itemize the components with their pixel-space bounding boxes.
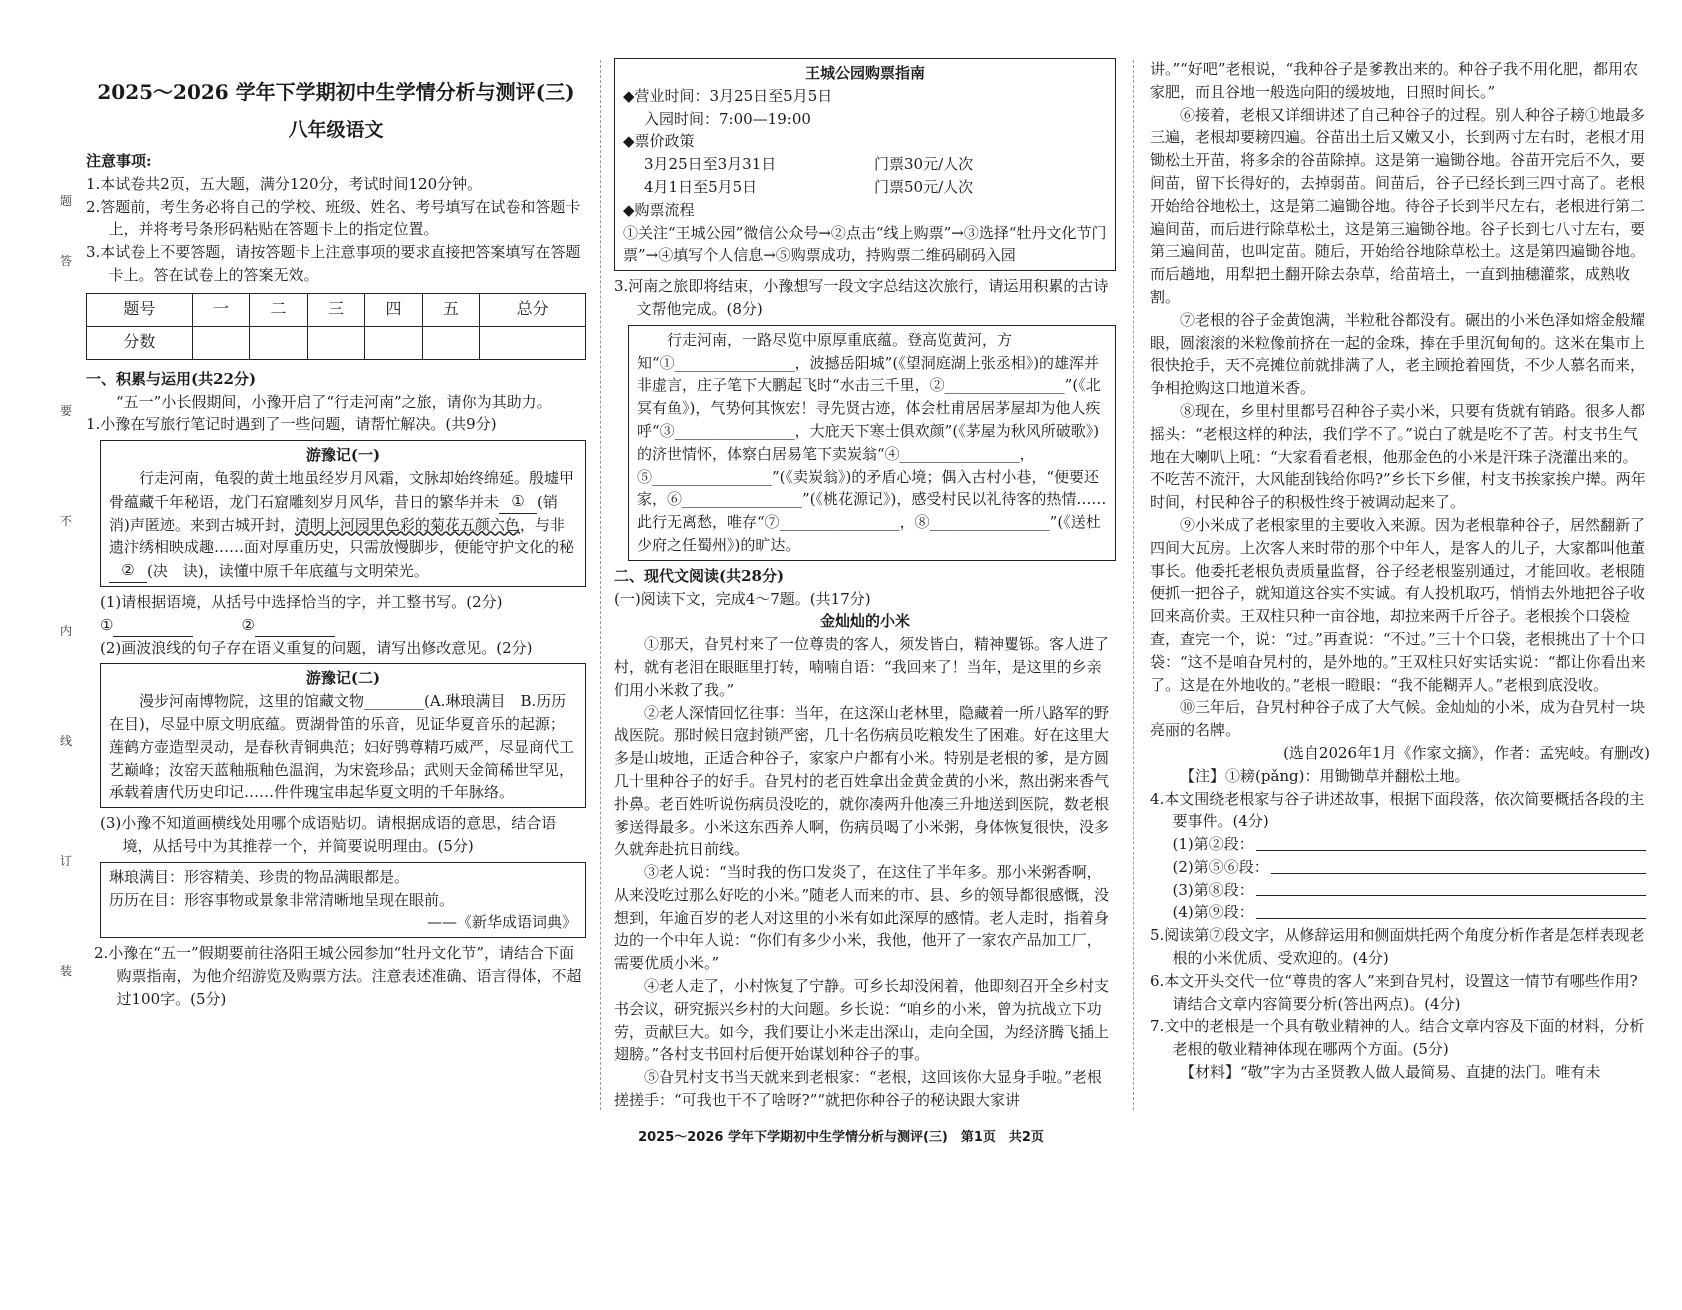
question-5: 5.阅读第⑦段文字，从修辞运用和侧面烘托两个角度分析作者是怎样表现老根的小米优质、受欢迎的。(4分) [1150, 926, 1645, 968]
ticket-hours: ◆营业时间：3月25日至5月5日 [623, 86, 833, 105]
note-text: (销 消)声匿迹。来到古城开封， [109, 492, 573, 534]
gutter-char: 装 [60, 964, 73, 978]
note-text: ，与非遗汴绣相映成趣……面对厚重历史，只需放慢脚步，便能守护文化的秘 [109, 515, 575, 557]
column-divider [600, 60, 601, 1110]
travel-note-2-text: 漫步河南博物院，这里的馆藏文物________(A.琳琅满目 B.历历在目)，尽显中原文明底蕴。贾湖骨笛的乐音，见证华夏音乐的起源；莲鹤方壶造型灵动，是春秋青铜典范；妇好鸮尊精巧威严，尽显商代工艺巅峰；汝窑天蓝釉瓶釉色温润，为宋瓷珍品；武则天金简稀世罕见，承载着唐代历史印记……件件瑰宝串起华夏文明的千年脉络。 [109, 692, 575, 802]
question-2: 2.小豫在“五一”假期要前往洛阳王城公园参加“牡丹文化节”，请结合下面购票指南，为他介绍游览及购票方法。注意表述准确、语言得体，不超过100字。(5分) [94, 944, 582, 1008]
ticket-guide-title: 王城公园购票指南 [804, 64, 925, 82]
score-table [86, 293, 586, 360]
column-left [86, 58, 586, 1011]
column-right [1150, 58, 1650, 1084]
price-row [623, 153, 1107, 176]
poem-fill-box [628, 325, 1116, 561]
travel-note-2-title: 游豫记(二) [305, 669, 381, 688]
notice-item: 1.本试卷共2页，五大题，满分120分，考试时间120分钟。 [86, 174, 483, 193]
story-paragraph: ⑨小米成了老根家里的主要收入来源。因为老根靠种谷子，居然翻新了四间大瓦房。上次客人来时带的那个中年人，是客人的儿子，大家都叫他董事长。他委托老根负责质量监督，谷子经老根鉴别通过，才能回收。老根随便抓一把谷子，就知道这谷实不实诚。有人投机取巧，悄悄去外地把谷子收回来高价卖。王双柱只种一亩谷地，却拉来两千斤谷子。老根挨个口袋检查，查完一个，说：“过。”再查说：“不过。”三十个口袋，老根挑出了十个口袋：“这不是咱旮旯村的，是外地的。”王双柱只好实话实说：“都让你看出来了。这是在外地收的。”老根一瞪眼：“我不能糊弄人。”老根到底没收。 [1150, 515, 1646, 694]
exam-subject: 八年级语文 [288, 119, 384, 141]
gutter-char: 内 [60, 624, 73, 638]
answer-line [1271, 856, 1646, 874]
gutter-char: 不 [60, 514, 73, 528]
q4-item-label: (3)第⑧段： [1172, 880, 1254, 899]
column-middle [614, 58, 1116, 1112]
blank-label: ② [241, 615, 255, 634]
ticket-process: ①关注“王城公园”微信公众号→②点击“线上购票”→③选择“牡丹文化节门票”→④填写个人信息→⑤购票成功，持购票二维码刷码入园 [623, 223, 1107, 265]
story-source: (选自2026年1月《作家文摘》，作者：孟宪岐。有删改) [1283, 743, 1650, 762]
ticket-price-label: ◆票价政策 [623, 132, 695, 151]
question-1-1: (1)请根据语境，从括号中选择恰当的字，并工整书写。(2分) [100, 592, 503, 611]
story-paragraph: ②老人深情回忆往事：当年，在这深山老林里，隐藏着一所八路军的野战医院。那时候日寇封锁严密，几十名伤病员吃粮发生了困难。好在这里大多是山坡地，正适合种谷子，家家户户都有小米。特别是老根的爹，是方圆几十里种谷子的好手。旮旯村的老百姓拿出金黄金黄的小米，熬出粥来香气扑鼻。老百姓听说伤病员没吃的，就你凑两升他凑三升地送到医院，数老根爹送得最多。小米这东西养人啊，伤病员喝了小米粥，身体恢复很快，没多久就奔赴抗日前线。 [614, 703, 1110, 859]
question-4: 4.本文围绕老根家与谷子讲述故事，根据下面段落，依次简要概括各段的主要事件。(4分) [1150, 789, 1645, 831]
exam-title: 2025～2026 学年下学期初中生学情分析与测评(三) [97, 80, 575, 104]
section1-intro: “五一”小长假期间，小豫开启了“行走河南”之旅，请你为其助力。 [116, 392, 552, 411]
blank-1: ① [499, 490, 537, 514]
price-date: 4月1日至5月5日 [644, 177, 758, 196]
score-entry-cell [422, 326, 479, 359]
dict-source: ——《新华成语词典》 [426, 913, 577, 932]
story-paragraph: ④老人走了，小村恢复了宁静。可乡长却没闲着，他即刻召开全乡村支书会议，研究振兴乡村的大问题。乡长说：“咱乡的小米，曾为抗战立下功劳，贡献巨大。如今，我们要让小米走出深山，走向全国，为经济腾飞插上翅膀。”各村支书回村后便开始谋划种谷子的事。 [614, 977, 1110, 1064]
dict-entry: 历历在目：形容事物或景象非常清晰地呈现在眼前。 [109, 890, 455, 909]
q4-item-label: (1)第②段： [1172, 835, 1254, 854]
travel-note-1-title: 游豫记(一) [305, 446, 381, 465]
score-entry-cell [192, 326, 249, 359]
score-table-cell: 二 [250, 293, 307, 326]
question-1-2: (2)画波浪线的句子存在语义重复的问题，请写出修改意见。(2分) [100, 638, 533, 657]
section2-heading: 二、现代文阅读(共28分) [614, 566, 785, 585]
q4-answer-row [1150, 879, 1650, 902]
story-paragraph: ⑧现在，乡里村里都号召种谷子卖小米，只要有货就有销路。很多人都摇头：“老根这样的种法，我们学不了。”说白了就是吃不了苦。村支书生气地在大喇叭上吼：“大家看看老根，他那金色的小米是汗珠子浇灌出来的。不吃苦不流汗，大风能刮钱给你吗?”乡长下乡催，村支书挨家挨户撵。两年时间，村民种谷子的积极性终于被调动起来了。 [1150, 401, 1646, 512]
material-text: 【材料】“敬”字为古圣贤教人做人最简易、直捷的法门。唯有未 [1180, 1063, 1601, 1082]
story-paragraph: ⑩三年后，旮旯村种谷子成了大气候。金灿灿的小米，成为旮旯村一块亮丽的名牌。 [1150, 698, 1646, 740]
section1-heading: 一、积累与运用(共22分) [86, 369, 257, 388]
blank-label: ① [100, 615, 114, 634]
note-text: (决 诀)，读懂中原千年底蕴与文明荣光。 [147, 562, 429, 581]
note-text: 行走河南，龟裂的黄土地虽经岁月风霜，文脉却始终绵延。殷墟甲骨蕴藏千年秘语，龙门石窟雕刻岁月风华，昔日的繁华并未 [109, 468, 575, 511]
score-entry-cell [365, 326, 422, 359]
question-1: 1.小豫在写旅行笔记时遇到了一些问题，请帮忙解决。(共9分) [86, 415, 497, 434]
price-value: 门票30元/人次 [874, 155, 974, 174]
q4-item-label: (2)第⑤⑥段： [1172, 857, 1269, 876]
column-divider [1133, 60, 1134, 1110]
score-table-cell: 一 [192, 293, 249, 326]
question-1-3: (3)小豫不知道画横线处用哪个成语贴切。请根据成语的意思，结合语境，从括号中为其推荐一个，并简要说明理由。(5分) [100, 814, 557, 855]
score-table-header-row [87, 293, 586, 326]
story-footnote: 【注】①耪(pǎng)：用锄锄草并翻松土地。 [1180, 766, 1470, 785]
section2-subheading: (一)阅读下文，完成4～7题。(共17分) [614, 589, 871, 608]
gutter-char: 答 [60, 254, 73, 268]
score-table-cell: 三 [307, 293, 364, 326]
question-7: 7.文中的老根是一个具有敬业精神的人。结合文章内容及下面的材料，分析老根的敬业精神体现在哪两个方面。(5分) [1150, 1017, 1645, 1059]
score-table-cell: 分数 [87, 326, 193, 359]
page-footer: 2025～2026 学年下学期初中生学情分析与测评(三) 第1页 共2页 [638, 1130, 1044, 1145]
score-table-cell: 总分 [480, 293, 586, 326]
score-table-cell: 题号 [87, 293, 193, 326]
answer-line [113, 618, 193, 637]
answer-line [1256, 833, 1646, 851]
score-table-cell: 五 [422, 293, 479, 326]
answer-line [255, 618, 335, 637]
dict-entry: 琳琅满目：形容精美、珍贵的物品满眼都是。 [109, 867, 410, 886]
travel-note-1-text [109, 467, 577, 583]
price-date: 3月25日至3月31日 [644, 155, 777, 174]
ticket-guide-box [614, 58, 1116, 271]
blank-2: ② [109, 559, 147, 583]
wavy-sentence: 清明上河园里色彩的菊花五颜六色 [294, 515, 520, 534]
ticket-entry-time: 入园时间：7:00—19:00 [644, 109, 811, 128]
story-paragraph: 讲。”“好吧”老根说，“我种谷子是爹教出来的。种谷子我不用化肥，都用农家肥，而且谷地一般选向阳的缓坡地，日照时间长。” [1150, 60, 1639, 101]
price-value: 门票50元/人次 [874, 177, 974, 196]
score-entry-cell [307, 326, 364, 359]
q4-answer-row [1150, 856, 1650, 879]
answer-line [1256, 901, 1646, 919]
gutter-char: 题 [60, 194, 73, 208]
gutter-char: 订 [60, 854, 73, 868]
price-row [623, 176, 1107, 199]
ticket-process-label: ◆购票流程 [623, 200, 695, 219]
notice-heading: 注意事项: [86, 152, 152, 170]
story-title: 金灿灿的小米 [819, 612, 910, 631]
gutter-char: 线 [60, 734, 73, 748]
travel-note-2 [100, 663, 586, 808]
question-6: 6.本文开头交代一位“尊贵的客人”来到旮旯村，设置这一情节有哪些作用?请结合文章内容简要分析(答出两点)。(4分) [1150, 971, 1638, 1013]
answer-line [1256, 879, 1646, 897]
score-table-score-row [87, 326, 586, 359]
score-table-cell: 四 [365, 293, 422, 326]
q4-answer-row [1150, 901, 1650, 924]
answer-blanks [86, 614, 586, 637]
score-entry-cell [250, 326, 307, 359]
story-paragraph: ①那天，旮旯村来了一位尊贵的客人，须发皆白，精神矍铄。客人进了村，就有老泪在眼眶里打转，喃喃自语：“我回来了！当年，是这里的乡亲们用小米救了我。” [614, 635, 1110, 699]
notice-item: 2.答题前，考生务必将自己的学校、班级、姓名、考号填写在试卷和答题卡上，并将考号条形码粘贴在答题卡上的指定位置。 [86, 197, 581, 239]
story-paragraph: ③老人说：“当时我的伤口发炎了，在这住了半年多。那小米粥香啊，从来没吃过那么好吃的小米。”随老人而来的市、县、乡的领导都很感慨，没想到，年逾百岁的老人对这里的小米有如此深厚的感情。老人走时，指着身边的一个中年人说：“你们有多少小米，我他，他开了一家农产品加工厂，需要优质小米。” [614, 863, 1110, 973]
score-entry-cell [480, 326, 586, 359]
q4-answer-row [1150, 833, 1650, 856]
poem-fill-text: 行走河南，一路尽览中原厚重底蕴。登高览黄河，方知“①________________，波撼岳阳城”(《望洞庭湖上张丞相》)的雄浑并非虚言，庄子笔下大鹏起飞时“水击三千里，②________________”(《北冥有鱼》)，气势何其恢宏！寻先贤古迹，体会杜甫居居茅屋却为他人疾呼“③________________，大庇天下寒士俱欢颜”(《茅屋为秋风所破歌》)的济世情怀，体察白居易笔下卖炭翁“④________________，⑤________________”(《卖炭翁》)的矛盾心境；偶入古村小巷，“便要还家，⑥________________”(《桃花源记》)，感受村民以礼待客的热情……此行无离愁，唯存“⑦________________，⑧________________”(《送杜少府之任蜀州》)的旷达。 [637, 330, 1107, 554]
q4-item-label: (4)第⑨段： [1172, 903, 1254, 922]
travel-note-1 [100, 440, 586, 587]
idiom-dictionary-box [100, 862, 586, 938]
story-paragraph: ⑦老根的谷子金黄饱满，半粒秕谷都没有。碾出的小米色泽如熔金般耀眼，圆滚滚的米粒像前挤在一起的金珠，捧在手里沉甸甸的。这米在集市上很快抢手，天不亮摊位前就排满了人，老主顾抢着囤货，不少人慕名而来，争相抢购这口地道米香。 [1150, 310, 1646, 398]
gutter-char: 要 [60, 404, 73, 418]
notice-item: 3.本试卷上不要答题，请按答题卡上注意事项的要求直接把答案填写在答题卡上。答在试卷上的答案无效。 [86, 243, 581, 284]
story-paragraph: ⑥接着，老根又详细讲述了自己种谷子的过程。别人种谷子耪①地最多三遍，老根却要耪四遍。谷苗出土后又嫩又小，长到两寸左右时，老根才用锄松土开苗，将多余的谷苗除掉。这是第一遍锄谷地。谷苗开完后不久，要间苗，留下长得好的，去掉弱苗。间苗后，谷子已经长到三四寸高了。老根开始给谷地松土，这是第二遍锄谷地。待谷子长到半尺左右，老根进行第二遍间苗，而后进行除草松土，这是第三遍锄谷地。谷子长到七八寸左右，要第三遍间苗，也叫定苗。随后，开始给谷地除草松土。这是第四遍锄谷地。而后趟地，用犁把土翻开除去杂草，给苗培土，一直到抽穗灌浆，成熟收割。 [1150, 105, 1646, 306]
story-paragraph: ⑤旮旯村支书当天就来到老根家：“老根，这回该你大显身手啦。”老根搓搓手：“可我也干不了啥呀?”“就把你种谷子的秘诀跟大家讲 [614, 1068, 1102, 1110]
question-3: 3.河南之旅即将结束，小豫想写一段文字总结这次旅行，请运用积累的古诗文帮他完成。(8分) [614, 277, 1109, 318]
